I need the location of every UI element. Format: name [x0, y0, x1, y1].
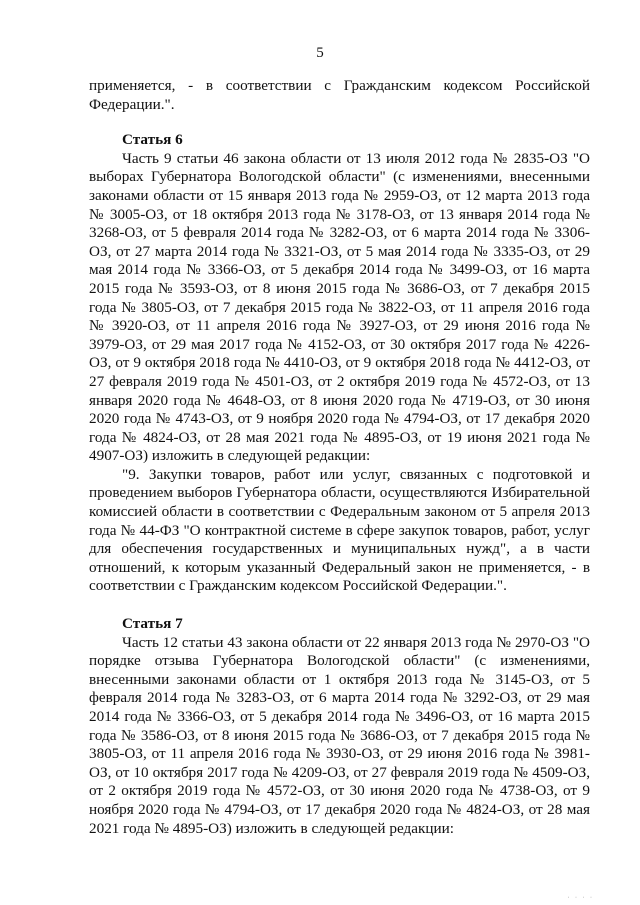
article-7	[89, 615, 590, 838]
article-6-quote-paragraph: "9. Закупки товаров, работ или услуг, связанных с подготовкой и проведением выборов Губернатора области, осуществляются Избирательной комиссией области в соответствии с Федеральным законом от 5 апреля 2013 года № 44-ФЗ "О контрактной системе в сфере закупок товаров, работ, услуг для обеспечения государственных и муниципальных нужд", а в части отношений, к которым указанный Федеральный закон не применяется, - в соответствии с Гражданским кодексом Российской Федерации.".	[89, 465, 590, 595]
corner-mark: · · · ·	[567, 895, 594, 901]
article-6	[89, 131, 590, 596]
page-number: 5	[316, 45, 324, 61]
article-7-heading: Статья 7	[122, 615, 183, 633]
top-fragment-paragraph: применяется, - в соответствии с Гражданским кодексом Российской Федерации.".	[89, 77, 590, 113]
article-7-intro-paragraph: Часть 12 статьи 43 закона области от 22 января 2013 года № 2970-ОЗ "О порядке отзыва Губернатора Вологодской области" (с изменениями, внесенными законами области от 1 октября 2013 года № 3145-ОЗ, от 5 февраля 2014 года № 3283-ОЗ, от 6 марта 2014 года № 3292-ОЗ, от 29 мая 2014 года № 3366-ОЗ, от 5 декабря 2014 года № 3496-ОЗ, от 16 марта 2015 года № 3586-ОЗ, от 8 июня 2015 года № 3686-ОЗ, от 7 декабря 2015 года № 3805-ОЗ, от 11 апреля 2016 года № 3930-ОЗ, от 29 июня 2016 года № 3981-ОЗ, от 10 октября 2017 года № 4209-ОЗ, от 27 февраля 2019 года № 4509-ОЗ, от 2 октября 2019 года № 4572-ОЗ, от 30 июня 2020 года № 4738-ОЗ, от 9 ноября 2020 года № 4794-ОЗ, от 17 декабря 2020 года № 4824-ОЗ, от 28 мая 2021 года № 4895-ОЗ) изложить в следующей редакции:	[89, 633, 590, 837]
article-6-intro-paragraph: Часть 9 статьи 46 закона области от 13 июля 2012 года № 2835-ОЗ "О выборах Губернатора Вологодской области" (с изменениями, внесенными законами области от 15 января 2013 года № 2959-ОЗ, от 12 марта 2013 года № 3005-ОЗ, от 18 октября 2013 года № 3178-ОЗ, от 13 января 2014 года № 3268-ОЗ, от 5 февраля 2014 года № 3282-ОЗ, от 6 марта 2014 года № 3306-ОЗ, от 27 марта 2014 года № 3321-ОЗ, от 5 мая 2014 года № 3335-ОЗ, от 29 мая 2014 года № 3366-ОЗ, от 5 декабря 2014 года № 3499-ОЗ, от 16 марта 2015 года № 3593-ОЗ, от 8 июня 2015 года № 3686-ОЗ, от 7 декабря 2015 года № 3805-ОЗ, от 7 декабря 2015 года № 3822-ОЗ, от 11 апреля 2016 года № 3920-ОЗ, от 11 апреля 2016 года № 3927-ОЗ, от 29 июня 2016 года № 3979-ОЗ, от 29 мая 2017 года № 4152-ОЗ, от 30 октября 2017 года № 4226-ОЗ, от 9 октября 2018 года № 4410-ОЗ, от 9 октября 2018 года № 4412-ОЗ, от 27 февраля 2019 года № 4501-ОЗ, от 2 октября 2019 года № 4572-ОЗ, от 13 января 2020 года № 4648-ОЗ, от 8 июня 2020 года № 4719-ОЗ, от 30 июня 2020 года № 4743-ОЗ, от 9 ноября 2020 года № 4794-ОЗ, от 17 декабря 2020 года № 4824-ОЗ, от 28 мая 2021 года № 4895-ОЗ, от 19 июня 2021 года № 4907-ОЗ) изложить в следующей редакции:	[89, 149, 590, 465]
document-body	[89, 77, 590, 838]
top-fragment-block	[89, 77, 590, 114]
article-6-heading: Статья 6	[122, 131, 183, 149]
